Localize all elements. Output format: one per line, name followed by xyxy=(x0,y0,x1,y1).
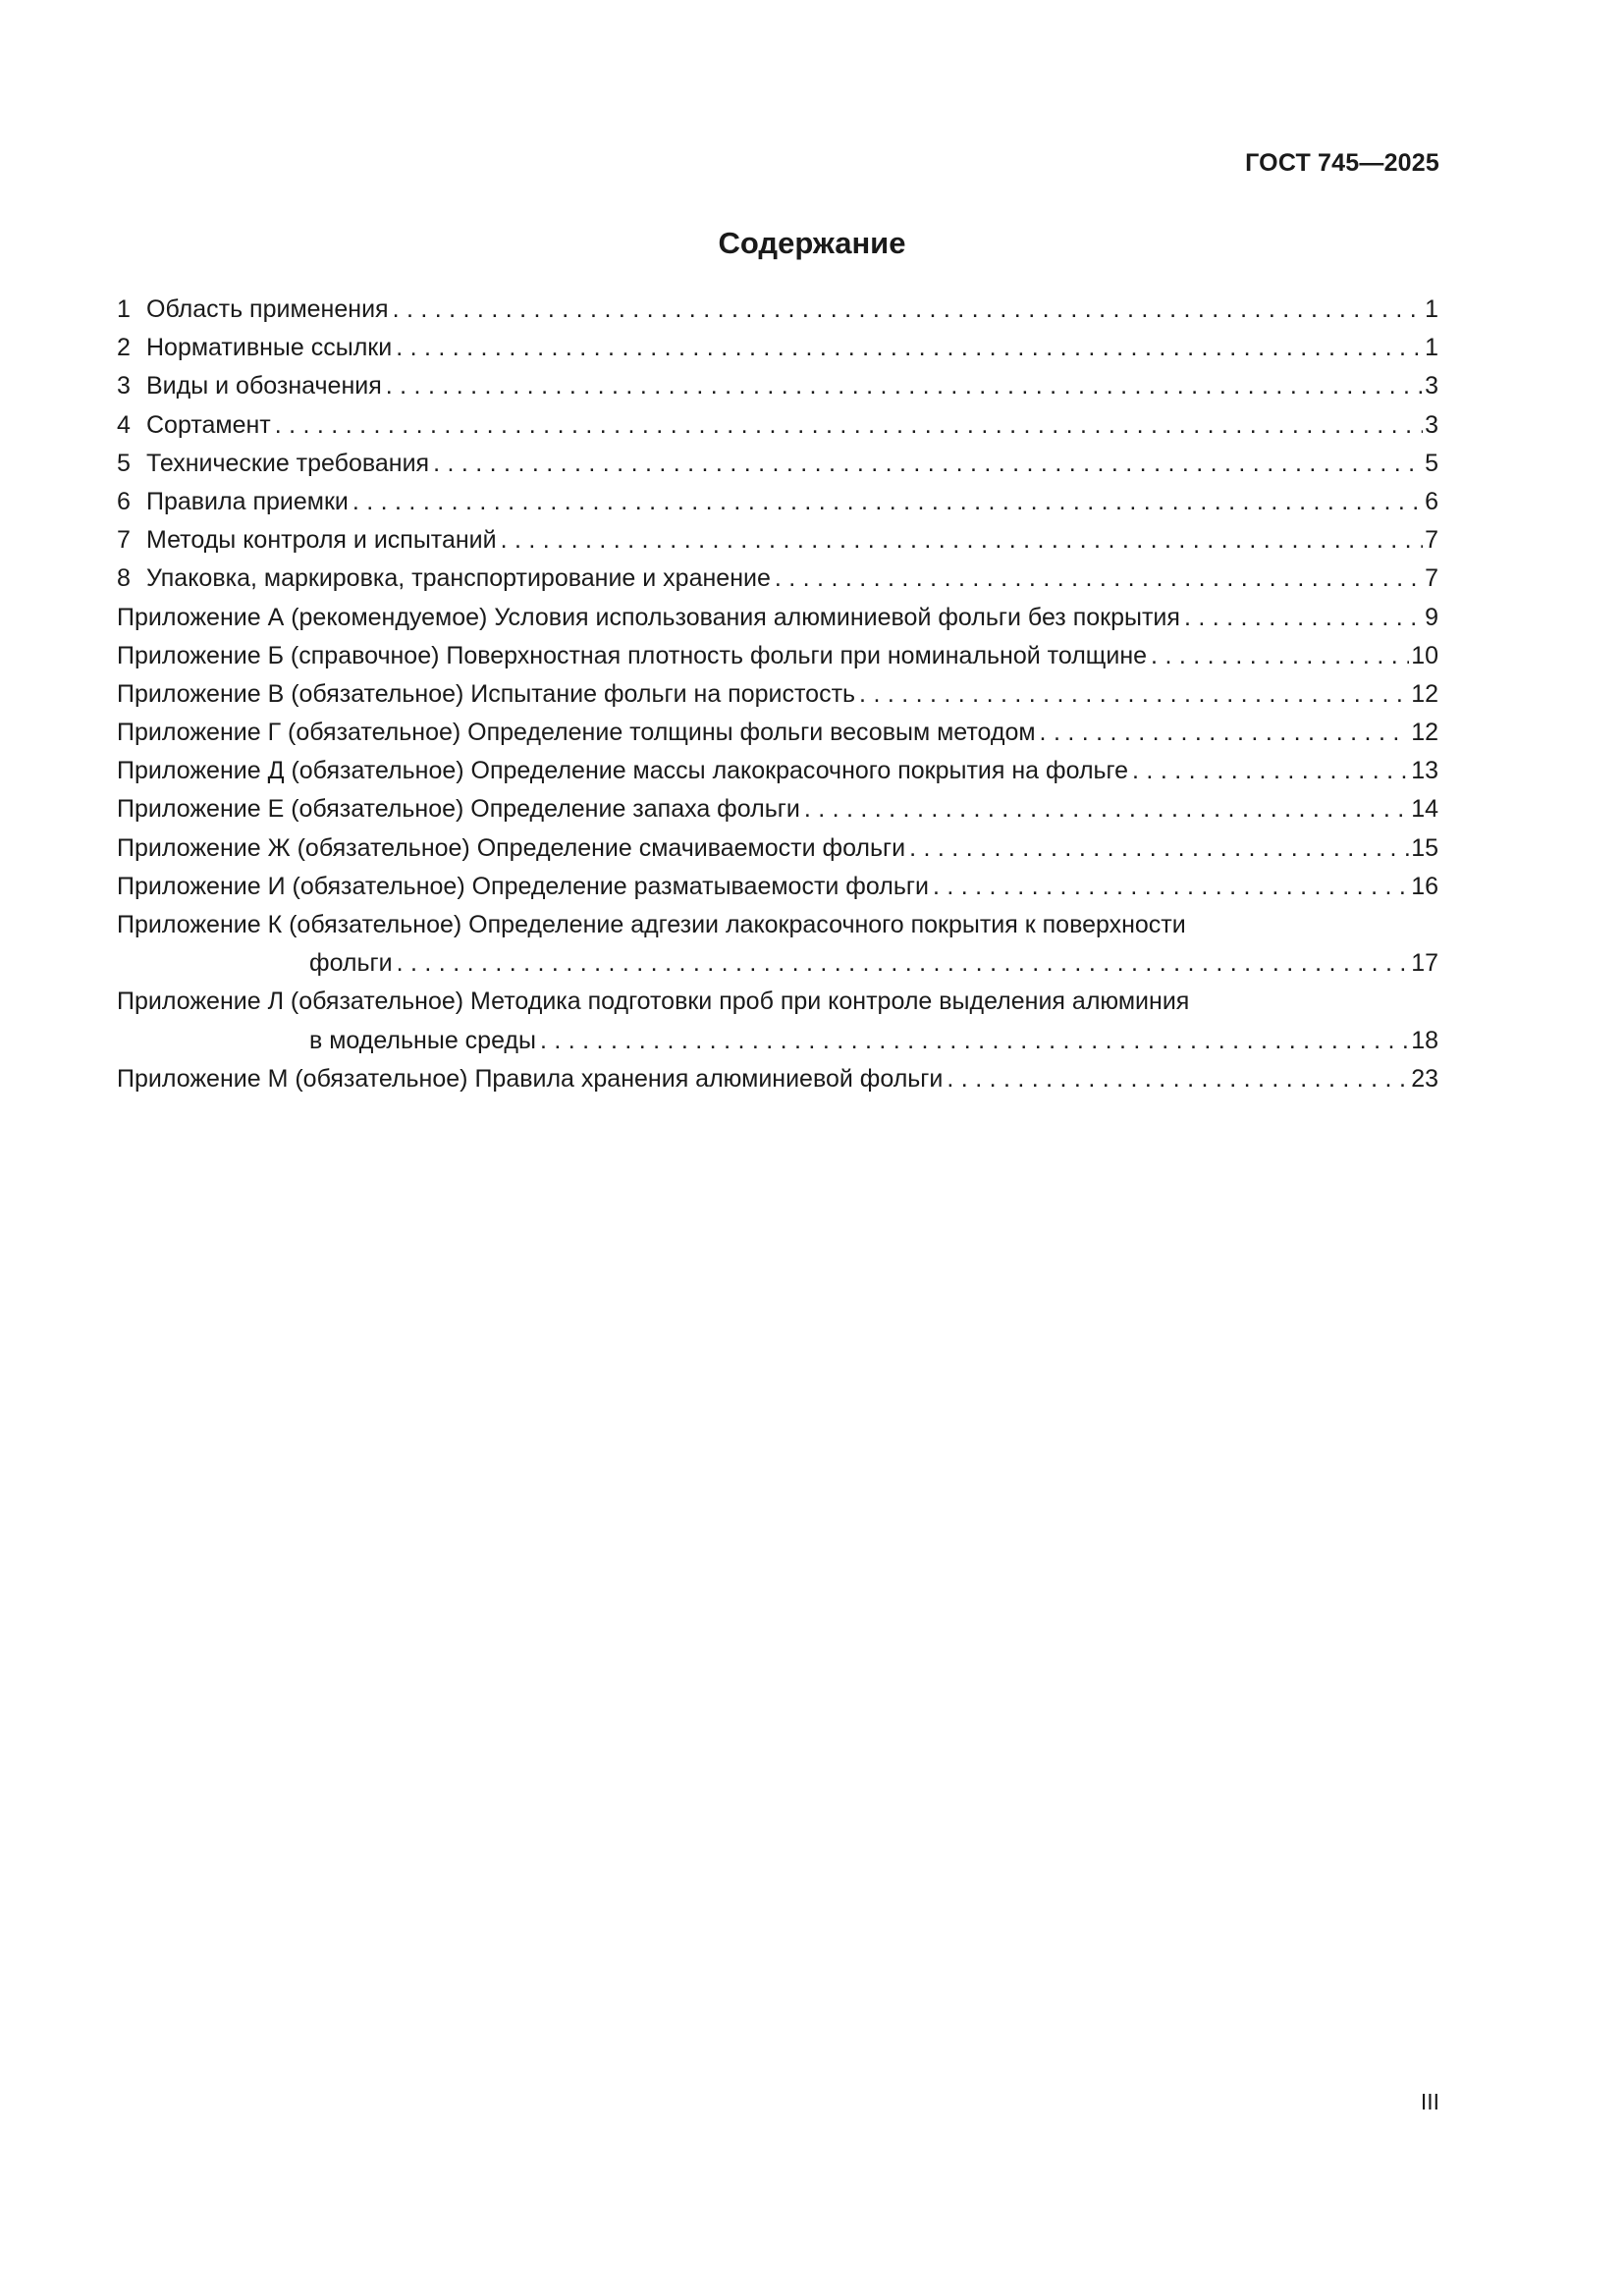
toc-entry-title: Нормативные ссылки xyxy=(146,334,393,362)
toc-entry[interactable] xyxy=(117,329,1438,367)
dot-leader xyxy=(386,367,1423,405)
toc-entry-label xyxy=(117,483,352,521)
toc-entry-appendix[interactable] xyxy=(117,829,1438,868)
toc-entry-label xyxy=(117,329,396,367)
toc-entry[interactable] xyxy=(117,367,1438,405)
dot-leader xyxy=(933,868,1409,906)
toc-entry[interactable] xyxy=(117,291,1438,329)
toc-entry-appendix[interactable] xyxy=(117,714,1438,752)
toc-entry[interactable] xyxy=(117,560,1438,598)
dot-leader xyxy=(909,829,1409,868)
toc-entry-title: Приложение К (обязательное) Определение адгезии лакокрасочного покрытия к поверхности xyxy=(117,911,1186,938)
toc-entry-page: 17 xyxy=(1411,949,1438,978)
toc-entry-label xyxy=(117,560,775,598)
toc-entry-title: Приложение Д (обязательное) Определение массы лакокрасочного покрытия на фольге xyxy=(117,757,1129,785)
toc-entry-title-continuation: фольги xyxy=(309,949,393,978)
dot-leader xyxy=(501,521,1423,560)
toc-entry-label xyxy=(117,406,275,445)
table-of-contents xyxy=(117,291,1438,1098)
toc-entry-appendix-first-line[interactable] xyxy=(117,906,1438,944)
dot-leader xyxy=(352,483,1423,521)
toc-entry-title: Методы контроля и испытаний xyxy=(146,526,497,555)
toc-entry-page: 3 xyxy=(1425,410,1438,439)
page-number: III xyxy=(1420,2089,1439,2114)
dot-leader xyxy=(433,445,1423,483)
toc-entry-title: Приложение Г (обязательное) Определение толщины фольги весовым методом xyxy=(117,719,1036,747)
toc-entry-title: Приложение Б (справочное) Поверхностная плотность фольги при номинальной толщине xyxy=(117,641,1148,669)
toc-entry-title: Приложение М (обязательное) Правила хранения алюминиевой фольги xyxy=(117,1064,944,1093)
toc-entry-title: Приложение Е (обязательное) Определение запаха фольги xyxy=(117,795,800,824)
toc-entry-number: 6 xyxy=(117,487,131,515)
toc-entry-page: 3 xyxy=(1425,372,1438,400)
toc-entry-page: 18 xyxy=(1411,1026,1438,1054)
dot-leader xyxy=(859,675,1409,714)
dot-leader xyxy=(1040,714,1410,752)
toc-entry-page: 14 xyxy=(1411,795,1438,824)
toc-entry-page: 16 xyxy=(1411,872,1438,900)
dot-leader xyxy=(947,1060,1409,1098)
toc-entry-number: 8 xyxy=(117,564,131,593)
toc-entry-number: 5 xyxy=(117,449,131,477)
toc-entry-label xyxy=(117,291,393,329)
toc-entry-label xyxy=(117,445,433,483)
toc-entry-appendix[interactable] xyxy=(117,868,1438,906)
toc-entry-title: Правила приемки xyxy=(146,487,349,515)
dot-leader xyxy=(775,560,1423,598)
toc-entry-page: 9 xyxy=(1425,603,1438,631)
toc-entry-appendix[interactable] xyxy=(117,1060,1438,1098)
dot-leader xyxy=(396,329,1423,367)
toc-entry[interactable] xyxy=(117,445,1438,483)
dot-leader xyxy=(804,790,1409,828)
toc-entry-label xyxy=(117,521,501,560)
toc-entry-title: Приложение И (обязательное) Определение разматываемости фольги xyxy=(117,872,929,900)
toc-entry-title: Виды и обозначения xyxy=(146,372,382,400)
dot-leader xyxy=(1132,752,1409,790)
toc-entry-title: Технические требования xyxy=(146,449,430,477)
toc-entry-page: 15 xyxy=(1411,833,1438,862)
toc-entry-title: Приложение А (рекомендуемое) Условия использования алюминиевой фольги без покрытия xyxy=(117,603,1180,631)
toc-entry-label xyxy=(117,367,386,405)
toc-entry-appendix[interactable] xyxy=(117,790,1438,828)
toc-entry-page: 1 xyxy=(1425,295,1438,323)
toc-entry-page: 13 xyxy=(1411,757,1438,785)
dot-leader xyxy=(397,944,1410,983)
toc-entry-title: Приложение Ж (обязательное) Определение смачиваемости фольги xyxy=(117,833,906,862)
dot-leader xyxy=(1151,637,1409,675)
toc-entry-number: 1 xyxy=(117,295,131,323)
toc-entry-title: Приложение Л (обязательное) Методика подготовки проб при контроле выделения алюминия xyxy=(117,988,1190,1016)
document-code: ГОСТ 745—2025 xyxy=(1245,149,1439,177)
toc-entry-page: 5 xyxy=(1425,449,1438,477)
toc-entry-page: 7 xyxy=(1425,526,1438,555)
toc-entry-appendix-continuation[interactable] xyxy=(117,1022,1438,1060)
toc-entry[interactable] xyxy=(117,406,1438,445)
toc-entry-title-continuation: в модельные среды xyxy=(309,1026,536,1054)
toc-entry-page: 12 xyxy=(1411,719,1438,747)
toc-entry-page: 6 xyxy=(1425,487,1438,515)
toc-entry-appendix-continuation[interactable] xyxy=(117,944,1438,983)
toc-entry-number: 3 xyxy=(117,372,131,400)
toc-entry-title: Сортамент xyxy=(146,410,271,439)
dot-leader xyxy=(275,406,1423,445)
toc-entry-page: 10 xyxy=(1411,641,1438,669)
toc-entry-appendix[interactable] xyxy=(117,599,1438,637)
toc-entry-number: 4 xyxy=(117,410,131,439)
toc-entry-title: Упаковка, маркировка, транспортирование и хранение xyxy=(146,564,771,593)
toc-entry-appendix-first-line[interactable] xyxy=(117,983,1438,1021)
toc-entry-appendix[interactable] xyxy=(117,637,1438,675)
toc-entry-page: 7 xyxy=(1425,564,1438,593)
toc-entry-title: Область применения xyxy=(146,295,389,323)
toc-entry-title: Приложение В (обязательное) Испытание фольги на пористость xyxy=(117,679,856,708)
dot-leader xyxy=(393,291,1424,329)
toc-entry-number: 2 xyxy=(117,334,131,362)
toc-entry-page: 1 xyxy=(1425,334,1438,362)
toc-entry-page: 23 xyxy=(1411,1064,1438,1093)
toc-title: Содержание xyxy=(718,226,906,260)
toc-entry-appendix[interactable] xyxy=(117,675,1438,714)
toc-entry-number: 7 xyxy=(117,526,131,555)
toc-entry[interactable] xyxy=(117,483,1438,521)
dot-leader xyxy=(1184,599,1423,637)
dot-leader xyxy=(540,1022,1409,1060)
toc-entry[interactable] xyxy=(117,521,1438,560)
toc-entry-page: 12 xyxy=(1411,679,1438,708)
toc-entry-appendix[interactable] xyxy=(117,752,1438,790)
